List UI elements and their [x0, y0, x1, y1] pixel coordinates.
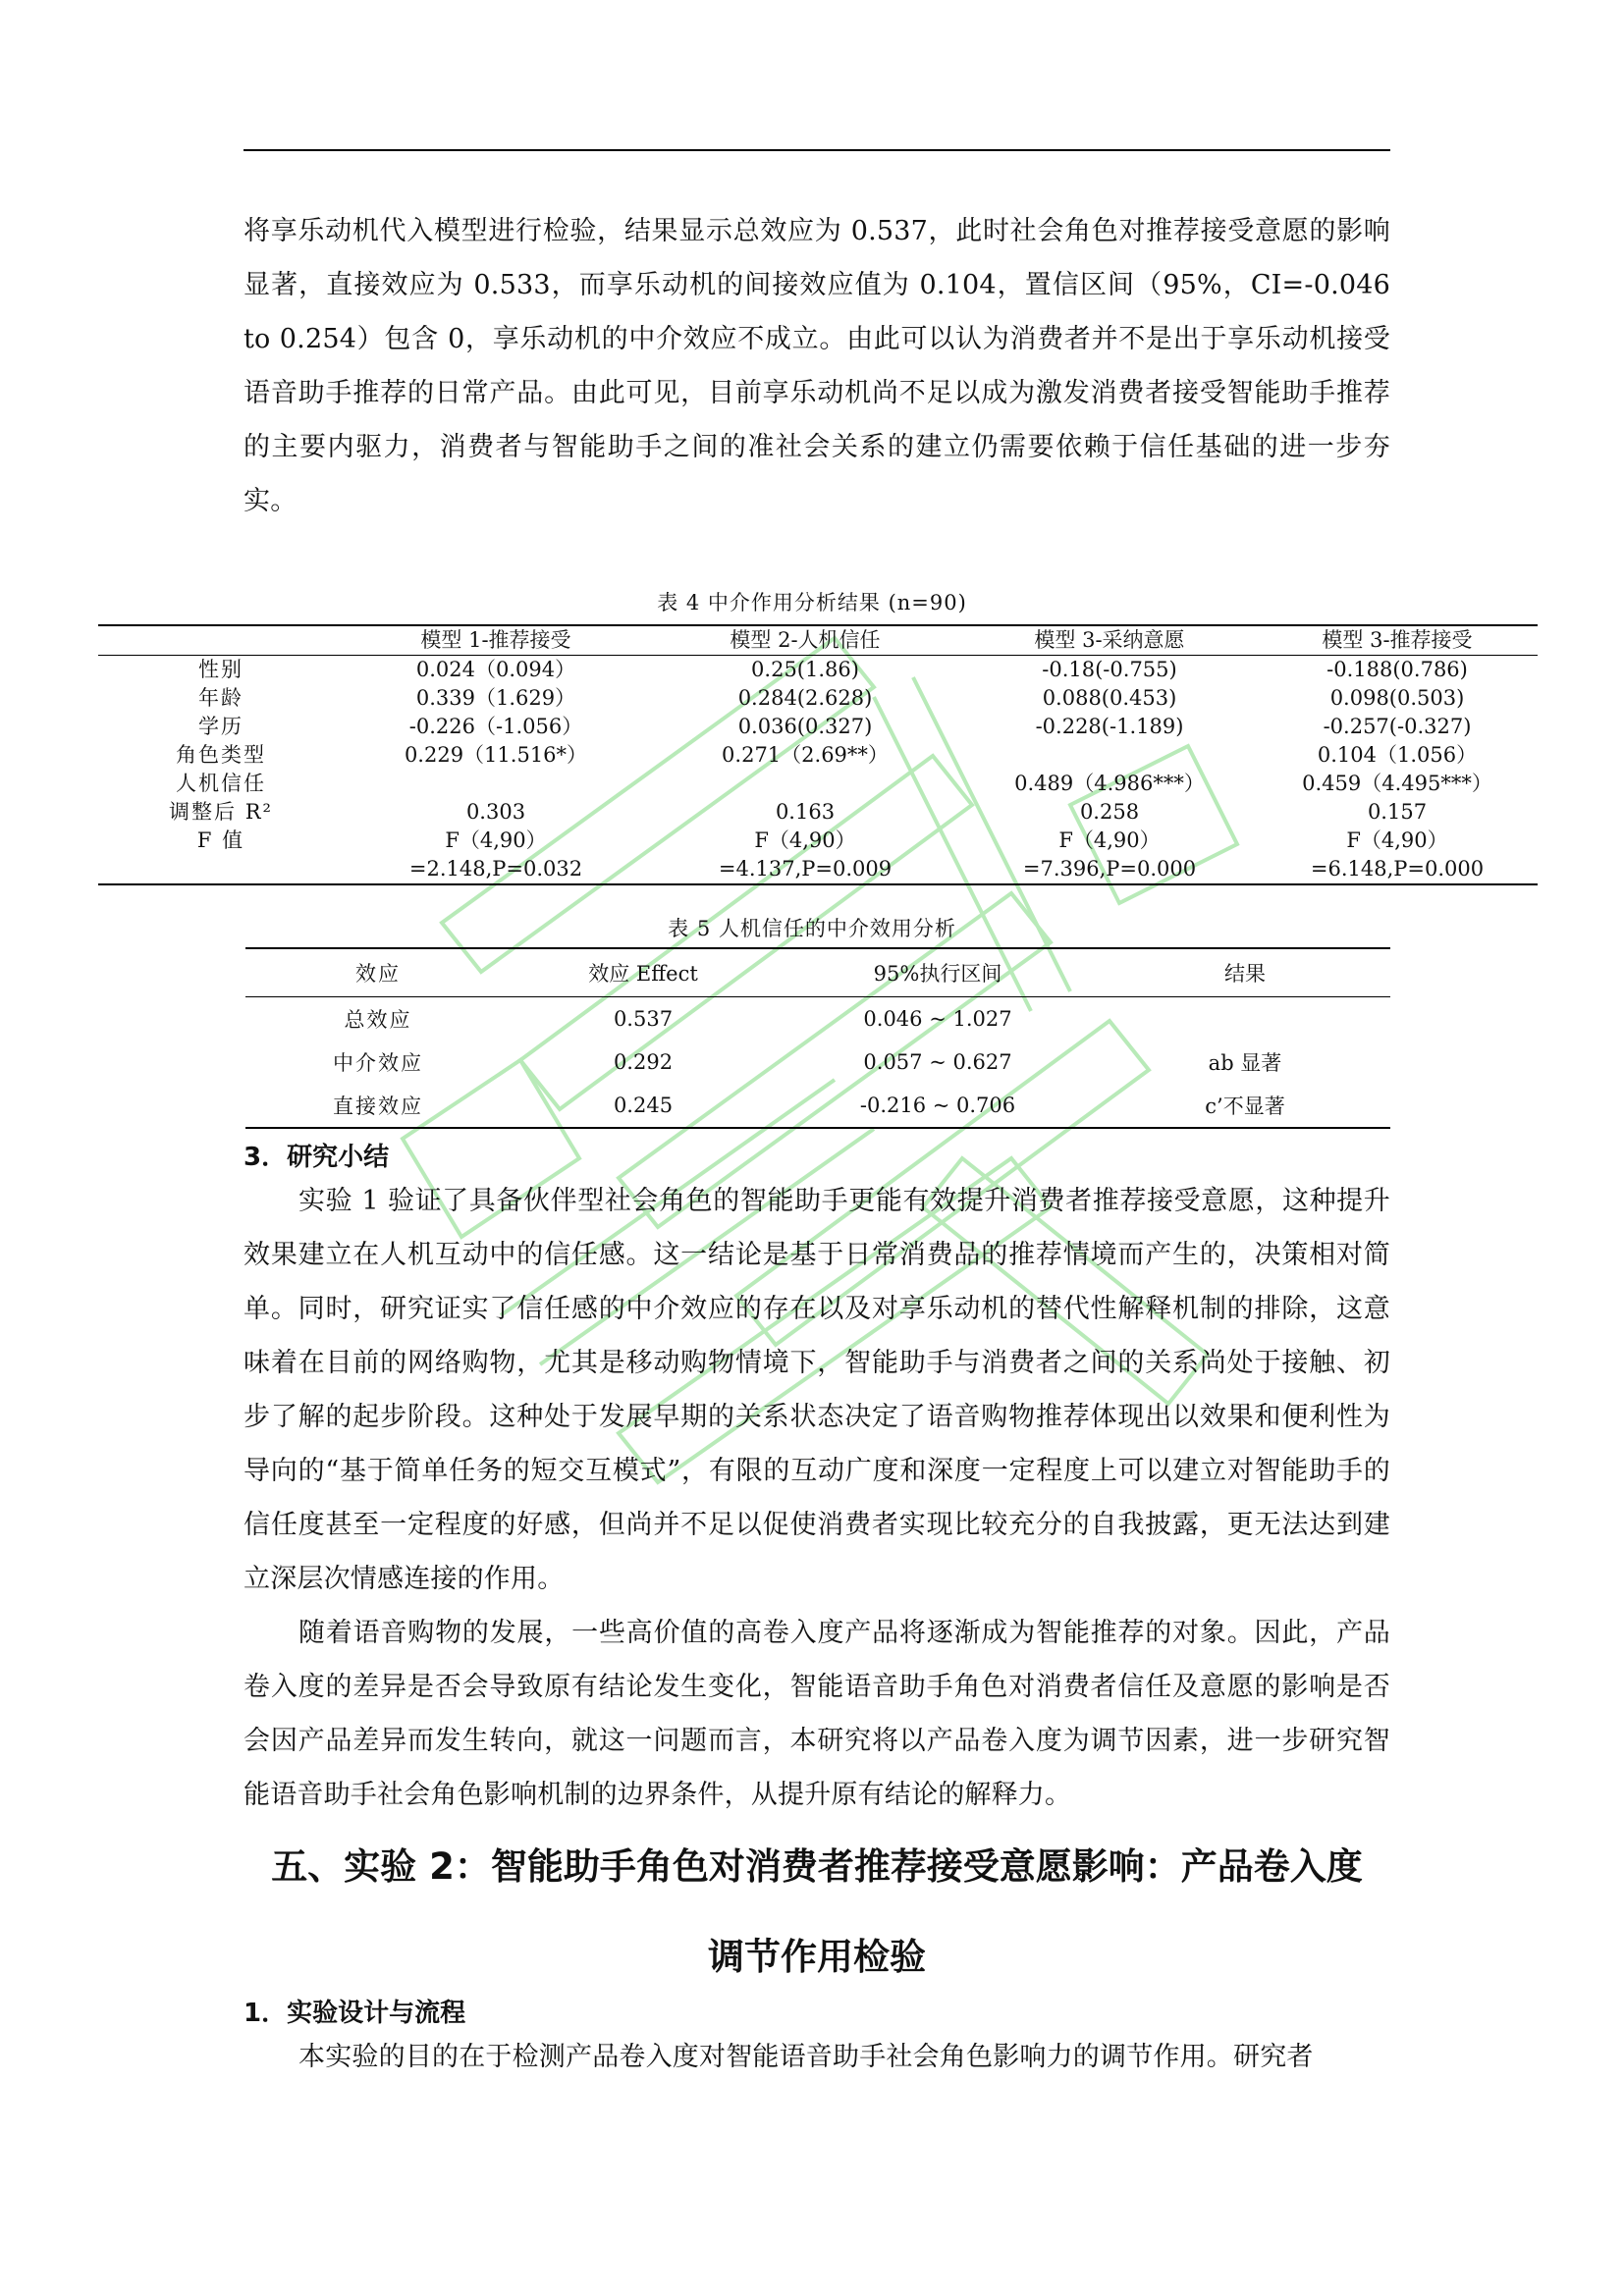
table4-caption: 表 4 中介作用分析结果 (n=90): [657, 591, 967, 614]
table-row: [98, 741, 1538, 770]
table-cell: F（4,90）: [1346, 828, 1448, 852]
table-cell: [98, 855, 344, 884]
table-cell: 性别: [198, 658, 244, 681]
table-cell: c’不显著: [1205, 1095, 1285, 1118]
table-cell: 0.036(0.327): [737, 715, 873, 738]
table4-header-cell: 模型 3-推荐接受: [1322, 628, 1473, 652]
table-cell: 总效应: [344, 1008, 412, 1032]
table-cell: 直接效应: [333, 1095, 423, 1118]
table5-caption: 表 5 人机信任的中介效用分析: [668, 917, 956, 940]
table-cell: 人机信任: [176, 772, 266, 795]
table4: [98, 624, 1538, 885]
table-cell: 0.284(2.628): [737, 686, 873, 710]
table4-header-cell: [98, 625, 344, 656]
table4-header-cell: 模型 2-人机信任: [730, 628, 881, 652]
table-cell: 调整后 R²: [169, 800, 273, 824]
table-cell: 0.098(0.503): [1329, 686, 1465, 710]
table-cell: 0.339（1.629）: [415, 686, 576, 710]
table-cell: [648, 770, 962, 798]
table-cell: 0.088(0.453): [1042, 686, 1177, 710]
table5-header-cell: 结果: [1224, 962, 1266, 986]
table-cell: 0.292: [613, 1050, 674, 1074]
intro-paragraph: 将享乐动机代入模型进行检验，结果显示总效应为 0.537，此时社会角色对推荐接受意愿的影响显著，直接效应为 0.533，而享乐动机的间接效应值为 0.104，置信区间（95%，CI=-0.046 to 0.254）包含 0，享乐动机的中介效应不成立。由此可以认为消费者并不是出于享乐动机接受语音助手推荐的日常产品。由此可见，目前享乐动机尚不足以成为激发消费者接受智能助手推荐的主要内驱力，消费者与智能助手之间的准社会关系的建立仍需要依赖于信任基础的进一步夯实。: [244, 216, 1390, 516]
table-row: [98, 827, 1538, 855]
table4-header-row: [98, 625, 1538, 656]
table-cell: 学历: [198, 715, 244, 738]
table-cell: =4.137,P=0.009: [718, 857, 893, 881]
table-row: [98, 684, 1538, 713]
table-cell: =6.148,P=0.000: [1310, 857, 1485, 881]
table-cell: -0.18(-0.755): [1042, 658, 1177, 681]
table-cell: [962, 741, 1257, 770]
table5-header-row: [245, 948, 1390, 997]
table5: [245, 947, 1390, 1129]
subsection1-heading: 1．实验设计与流程: [244, 1999, 466, 2028]
summary-paragraph-1: 实验 1 验证了具备伙伴型社会角色的智能助手更能有效提升消费者推荐接受意愿，这种提升效果建立在人机互动中的信任感。这一结论是基于日常消费品的推荐情境而产生的，决策相对简单。同时，研究证实了信任感的中介效应的存在以及对享乐动机的替代性解释机制的排除，这意味着在目前的网络购物，尤其是移动购物情境下，智能助手与消费者之间的关系尚处于接触、初步了解的起步阶段。这种处于发展早期的关系状态决定了语音购物推荐体现出以效果和便利性为导向的“基于简单任务的短交互模式”，有限的互动广度和深度一定程度上可以建立对智能助手的信任度甚至一定程度的好感，但尚并不足以促使消费者实现比较充分的自我披露，更无法达到建立深层次情感连接的作用。: [244, 1186, 1390, 1594]
table-row: [98, 770, 1538, 798]
table-cell: -0.216 ~ 0.706: [859, 1094, 1016, 1117]
table-cell: 角色类型: [176, 743, 266, 767]
table-cell: -0.226（-1.056）: [408, 715, 583, 738]
table-cell: 中介效应: [333, 1051, 423, 1075]
table4-header-cell: 模型 1-推荐接受: [420, 628, 571, 652]
table-row: [98, 855, 1538, 884]
table-cell: 0.489（4.986***）: [1014, 772, 1205, 795]
table5-header-cell: 效应 Effect: [588, 962, 698, 986]
table-cell: -0.228(-1.189): [1035, 715, 1184, 738]
table-row: [245, 1084, 1390, 1128]
table-cell: 0.303: [465, 800, 526, 824]
table-cell: 0.271（2.69**）: [722, 743, 889, 767]
table-cell: F（4,90）: [754, 828, 856, 852]
table-cell: ab 显著: [1208, 1051, 1282, 1075]
table-row: [98, 798, 1538, 827]
table-cell: [1100, 997, 1390, 1041]
table5-header-cell: 效应: [355, 962, 401, 986]
table-row: [245, 997, 1390, 1041]
summary-paragraph-2: 随着语音购物的发展，一些高价值的高卷入度产品将逐渐成为智能推荐的对象。因此，产品卷入度的差异是否会导致原有结论发生变化，智能语音助手角色对消费者信任及意愿的影响是否会因产品差异而发生转向，就这一问题而言，本研究将以产品卷入度为调节因素，进一步研究智能语音助手社会角色影响机制的边界条件，从提升原有结论的解释力。: [244, 1618, 1390, 1810]
table-cell: =7.396,P=0.000: [1022, 857, 1197, 881]
table-cell: 0.024（0.094）: [415, 658, 576, 681]
table-cell: 0.104（1.056）: [1317, 743, 1478, 767]
table-cell: F（4,90）: [1058, 828, 1161, 852]
table-cell: =2.148,P=0.032: [408, 857, 583, 881]
table-cell: 0.157: [1367, 800, 1428, 824]
table-cell: 0.046 ~ 1.027: [863, 1007, 1012, 1031]
table-cell: 0.163: [775, 800, 836, 824]
table-cell: -0.257(-0.327): [1323, 715, 1472, 738]
table-cell: 0.25(1.86): [751, 658, 859, 681]
subsection1-paragraph: 本实验的目的在于检测产品卷入度对智能语音助手社会角色影响力的调节作用。研究者: [298, 2042, 1314, 2072]
table-cell: [344, 770, 648, 798]
table-cell: 0.245: [613, 1094, 674, 1117]
table4-header-cell: 模型 3-采纳意愿: [1034, 628, 1185, 652]
table5-header-cell: 95%执行区间: [873, 962, 1002, 986]
table-row: [245, 1041, 1390, 1084]
table-cell: -0.188(0.786): [1326, 658, 1468, 681]
table-cell: 0.229（11.516*）: [404, 743, 588, 767]
header-rule: [244, 149, 1390, 151]
table-cell: F（4,90）: [445, 828, 547, 852]
section3-heading: 3．研究小结: [244, 1143, 390, 1172]
table-cell: 年龄: [198, 686, 244, 710]
table-cell: 0.537: [613, 1007, 674, 1031]
table-cell: 0.258: [1079, 800, 1140, 824]
section5-heading: 五、实验 2：智能助手角色对消费者推荐接受意愿影响：产品卷入度调节作用检验: [271, 1845, 1363, 1978]
table-row: [98, 656, 1538, 685]
table-cell: F 值: [196, 828, 245, 852]
table-row: [98, 713, 1538, 741]
table-cell: 0.459（4.495***）: [1302, 772, 1492, 795]
table-cell: 0.057 ~ 0.627: [863, 1050, 1012, 1074]
